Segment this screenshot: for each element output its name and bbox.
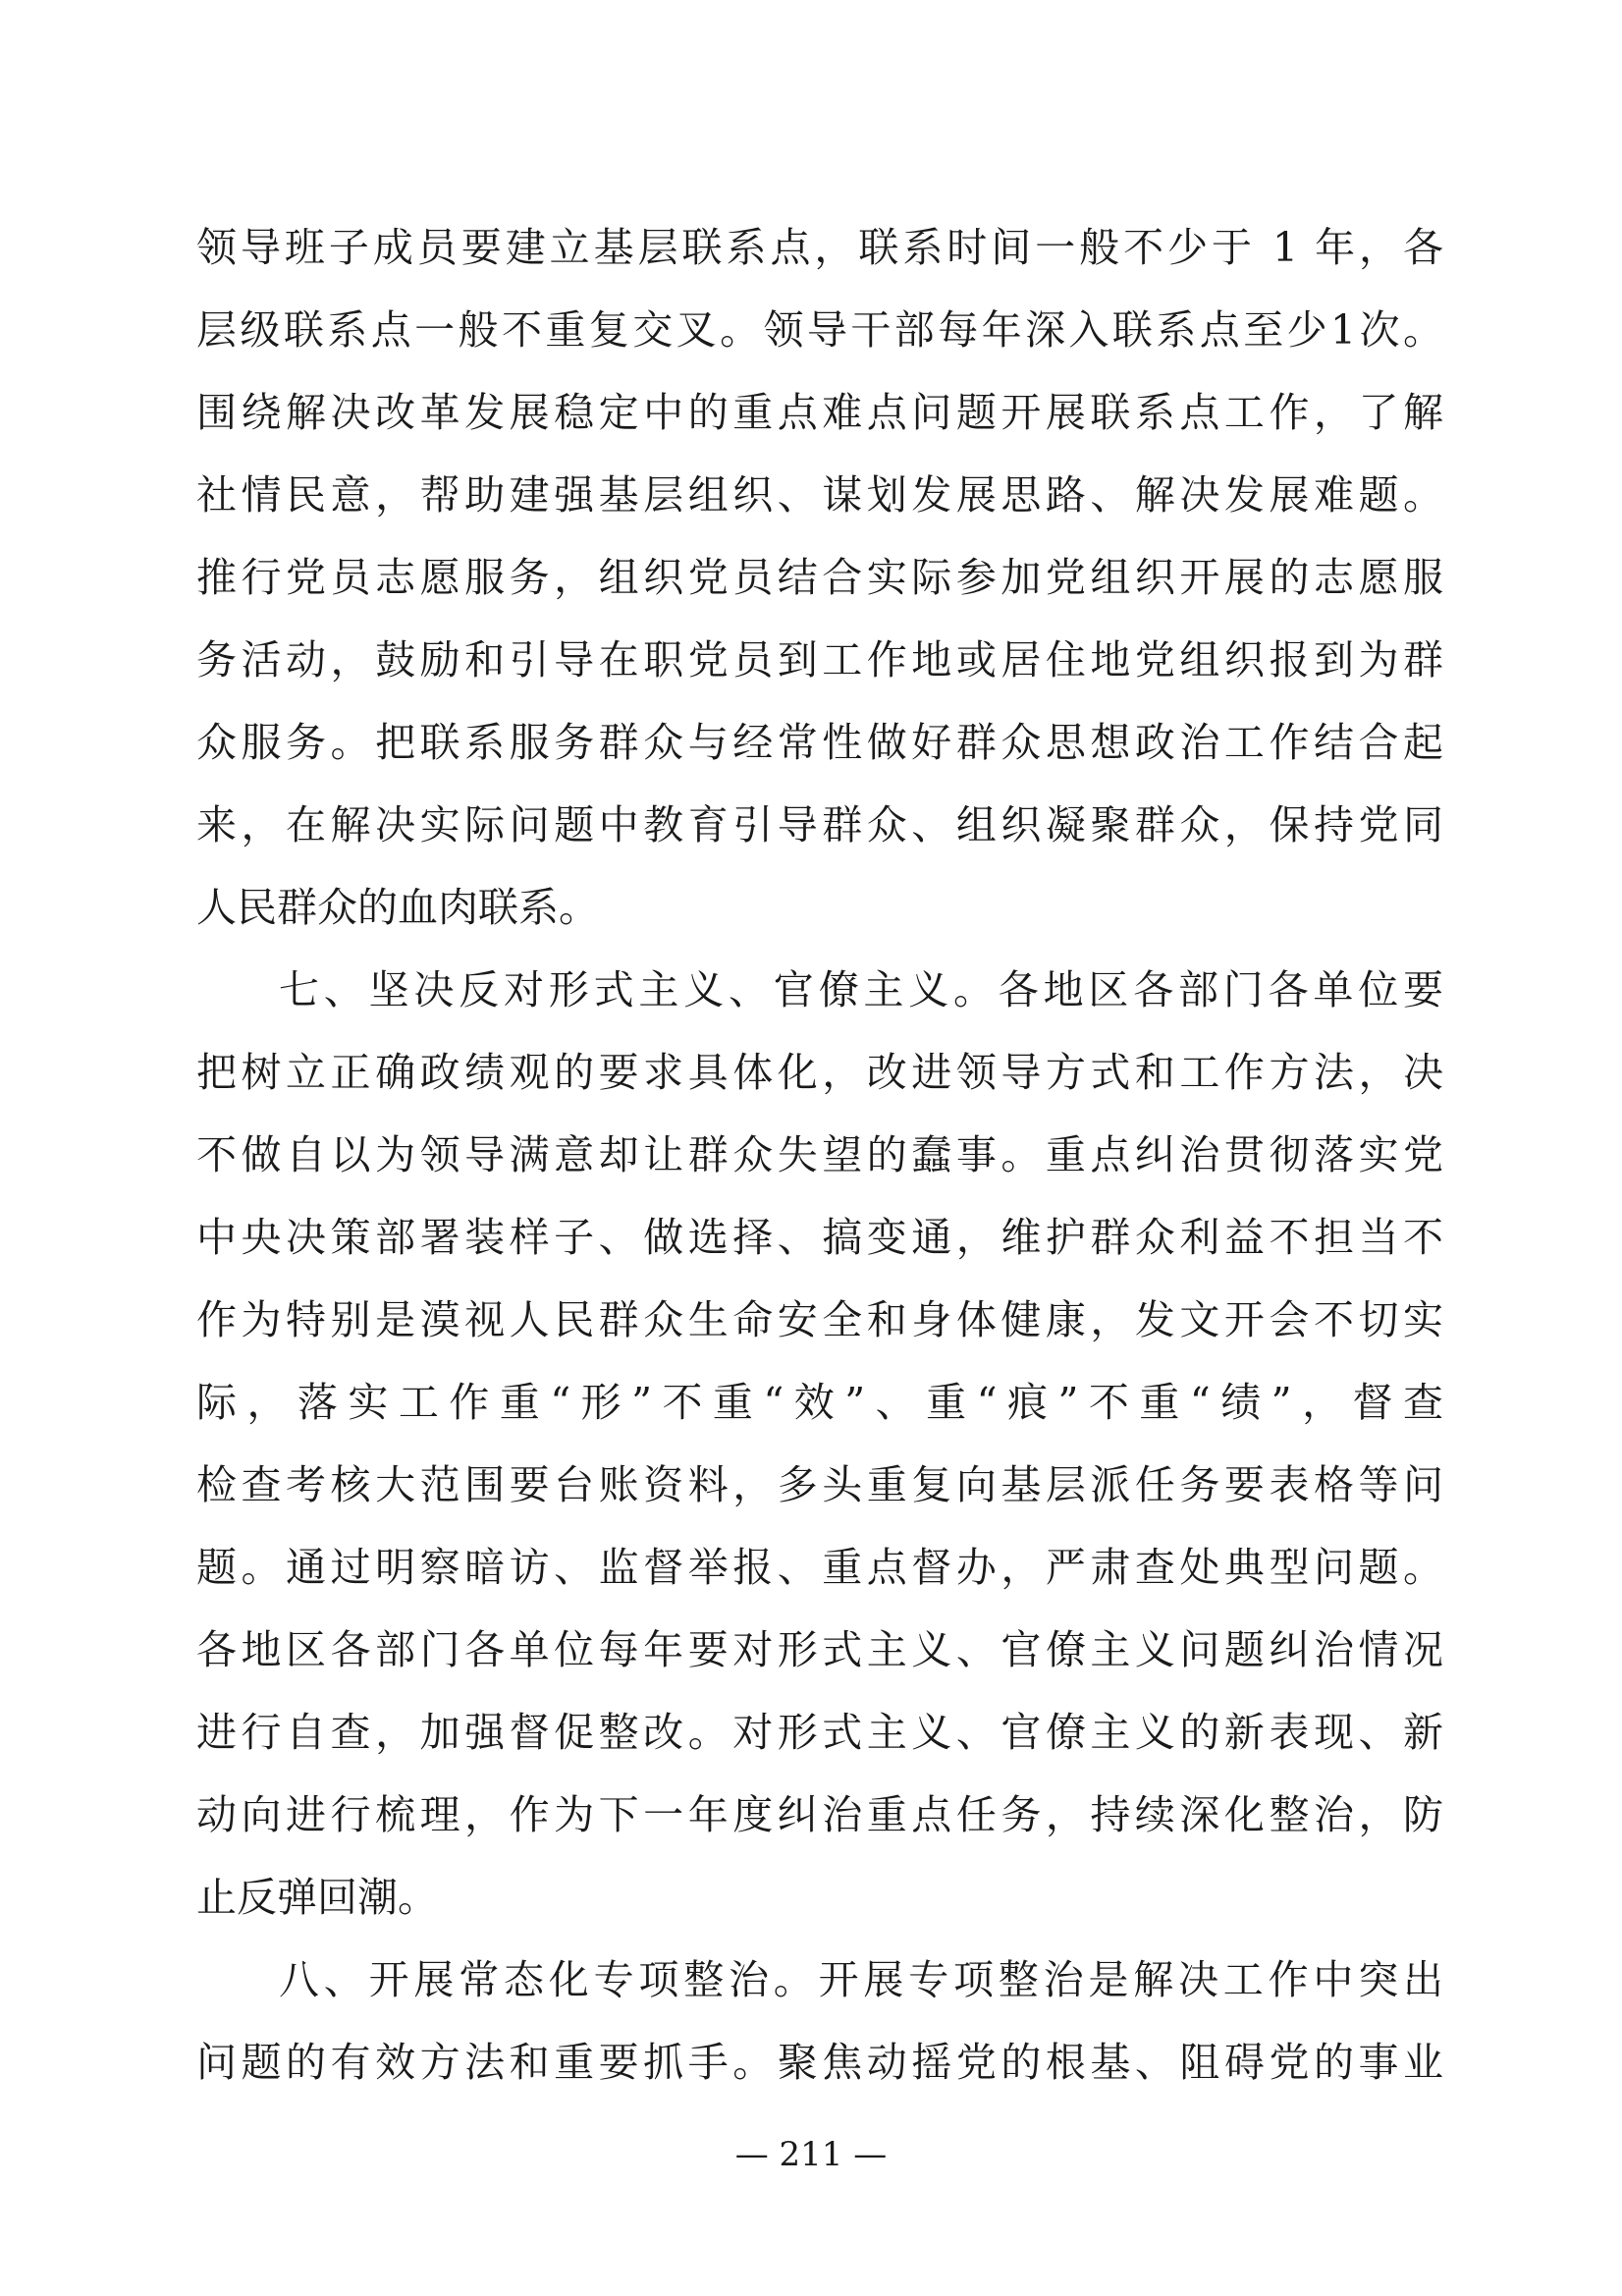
text-line: 问题的有效方法和重要抓手。聚焦动摇党的根基、阻碍党的事业 [196, 2039, 1443, 2086]
text-line: 人民群众的血肉联系。 [196, 884, 599, 931]
text-line: 各地区各部门各单位每年要对形式主义、官僚主义问题纠治情况 [196, 1626, 1443, 1673]
text-line: 层级联系点一般不重复交叉。领导干部每年深入联系点至少1次。 [196, 306, 1443, 354]
text-line: 围绕解决改革发展稳定中的重点难点问题开展联系点工作，了解 [196, 389, 1443, 436]
text-line: 领导班子成员要建立基层联系点，联系时间一般不少于 1 年，各 [196, 224, 1443, 271]
text-line: 止反弹回潮。 [196, 1874, 438, 1921]
text-line: 际，落实工作重“形”不重“效”、重“痕”不重“绩”，督查 [196, 1379, 1443, 1426]
text-line: 推行党员志愿服务，组织党员结合实际参加党组织开展的志愿服 [196, 554, 1443, 601]
text-line: 检查考核大范围要台账资料，多头重复向基层派任务要表格等问 [196, 1461, 1443, 1508]
text-line: 来，在解决实际问题中教育引导群众、组织凝聚群众，保持党同 [196, 801, 1443, 848]
text-line: 作为特别是漠视人民群众生命安全和身体健康，发文开会不切实 [196, 1296, 1443, 1343]
text-line: 务活动，鼓励和引导在职党员到工作地或居住地党组织报到为群 [196, 636, 1443, 683]
page-number: — 211 — [734, 2135, 888, 2174]
text-line: 七、坚决反对形式主义、官僚主义。各地区各部门各单位要 [279, 966, 1443, 1013]
text-line: 进行自查，加强督促整改。对形式主义、官僚主义的新表现、新 [196, 1709, 1443, 1756]
text-line: 题。通过明察暗访、监督举报、重点督办，严肃查处典型问题。 [196, 1544, 1443, 1591]
text-line: 动向进行梳理，作为下一年度纠治重点任务，持续深化整治，防 [196, 1791, 1443, 1838]
text-line: 八、开展常态化专项整治。开展专项整治是解决工作中突出 [279, 1956, 1443, 2003]
text-line: 把树立正确政绩观的要求具体化，改进领导方式和工作方法，决 [196, 1049, 1443, 1096]
text-line: 中央决策部署装样子、做选择、搞变通，维护群众利益不担当不 [196, 1214, 1443, 1261]
text-line: 众服务。把联系服务群众与经常性做好群众思想政治工作结合起 [196, 719, 1443, 766]
text-line: 社情民意，帮助建强基层组织、谋划发展思路、解决发展难题。 [196, 471, 1443, 519]
text-line: 不做自以为领导满意却让群众失望的蠢事。重点纠治贯彻落实党 [196, 1131, 1443, 1178]
body-text [196, 206, 1443, 2104]
